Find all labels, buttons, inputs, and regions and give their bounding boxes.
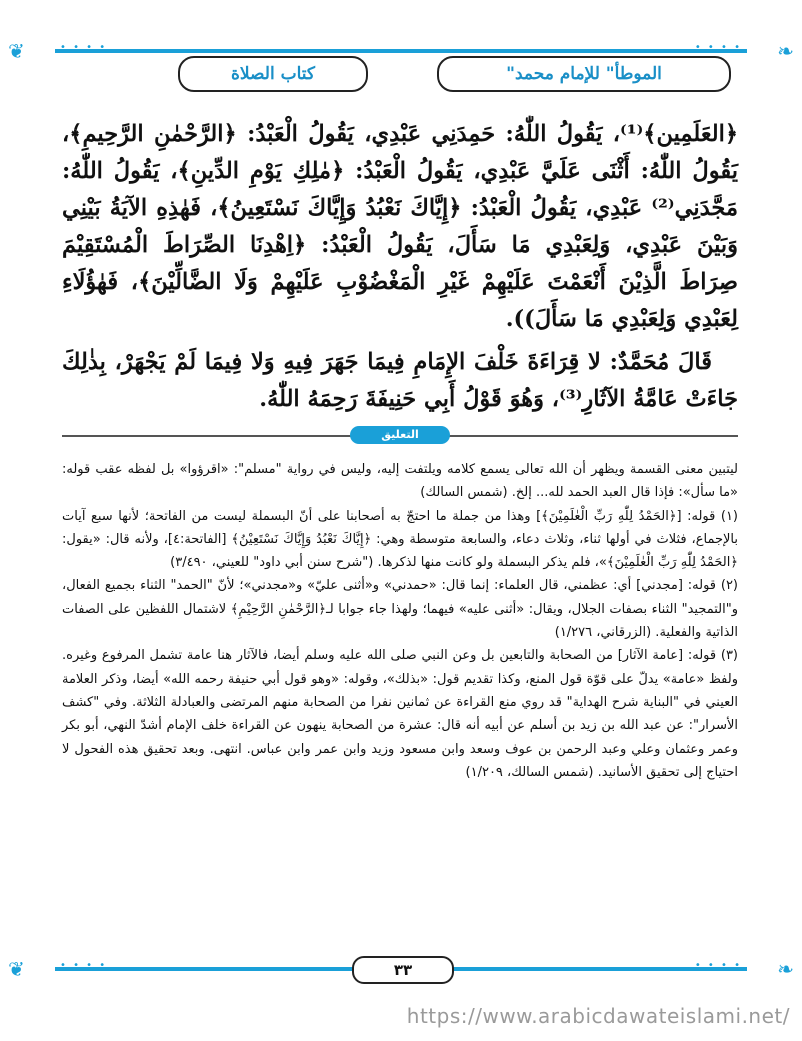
footnote-2: (٢) قوله: [مجدني] أي: عظمني، قال العلماء: إنما قال: «حمدني» و«أثنى عليّ» و«مجدني»؛ لأنّ "الحمد" الثناء بجميع الفعال، و"التمجيد" الثناء بصفات الجلال، ويقال: «أثنى عليه» فيهما؛ ولهذا جاء جوابا لـ﴿الرَّحْمٰنِ الرَّحِيْمِ﴾ لاشتمال اللفظين على الصفات الذاتية والفعلية. (الزرقاني، ١/٢٧٦) <box>62 578 738 641</box>
main-paragraph-1: ﴿العَلَمِين﴾⁽¹⁾، يَقُولُ اللّٰهُ: حَمِدَنِي عَبْدِي، يَقُولُ الْعَبْدُ: ﴿الرَّحْمٰنِ الرَّحِيمِ﴾، يَقُولُ اللّٰهُ: أَثْنَى عَلَيَّ عَبْدِي، يَقُولُ الْعَبْدُ: ﴿مٰلِكِ يَوْمِ الدِّينِ﴾، يَقُولُ اللّٰهُ: مَجَّدَنِي⁽²⁾ عَبْدِي، يَقُولُ الْعَبْدُ: ﴿إِيَّاكَ نَعْبُدُ وَإِيَّاكَ نَسْتَعِينُ﴾، فَهٰذِهِ الآيَةُ بَيْنِي وَبَيْنَ عَبْدِي، وَلِعَبْدِي مَا سَأَلَ، يَقُولُ الْعَبْدُ: ﴿اِهْدِنَا الصِّرَاطَ الْمُسْتَقِيْمَ صِرَاطَ الَّذِيْنَ أَنْعَمْتَ عَلَيْهِمْ غَيْرِ الْمَغْضُوْبِ عَلَيْهِمْ وَلَا الضَّالِّيْنَ﴾، فَهٰؤُلَاءِ لِعَبْدِي وَلِعَبْدِي مَا سَأَلَ)). <box>62 121 738 332</box>
ornament-dots-icon: • • • • <box>694 960 742 971</box>
ornament-swirl-icon: ❦ <box>8 39 25 63</box>
chapter-title: كتاب الصلاة <box>178 56 368 92</box>
footnote-3: (٣) قوله: [عامة الآثار] من الصحابة والتابعين بل وعن النبي صلى الله عليه وسلم أيضا، فالآثار هنا عامة تشمل المرفوع وغيره. ولفظ «عامة» يدلّ على قوّة قول المنع، وكذا تقديم قول: «بذلك»، وقوله: «وهو قول أبي حنيفة رحمه الله» أيضا، وذكر العلامة العيني في "البناية شرح الهداية" قد روي منع القراءة عن ثمانين نفرا من الصحابة منهم المرتضى والعبادلة الثلاثة. وفي "كشف الأسرار": عن عبد الله بن زيد بن أسلم عن أبيه أنه قال: عشرة من الصحابة ينهون عن القراءة خلف الإمام أشدّ النهي، أبو بكر وعمر وعثمان وعلي وعبد الرحمن بن عوف وسعد وابن مسعود وزيد وابن عمر وابن عباس. انتهى. وبعد تحقيق هذه الفحول لا احتياج إلى تحقيق الأسانيد. (شمس السالك، ١/٢٠٩) <box>62 648 738 780</box>
ornament-swirl-icon: ❧ <box>777 39 794 63</box>
footnote-separator-title: التعليق <box>350 426 450 444</box>
main-paragraph-2: قَالَ مُحَمَّدٌ: لا قِرَاءَةَ خَلْفَ الإِمَامِ فِيمَا جَهَرَ فِيهِ وَلا فِيمَا لَمْ يَجْهَرْ، بِذٰلِكَ جَاءَتْ عَامَّةُ الآثَارِ⁽³⁾، وَهُوَ قَوْلُ أَبِي حَنِيفَةَ رَحِمَهُ اللّٰهُ. <box>62 349 738 412</box>
ornament-swirl-icon: ❦ <box>8 957 25 981</box>
top-ornament-line <box>55 49 747 53</box>
footnote-1: (١) قوله: [﴿الحَمْدُ لِلّٰهِ رَبِّ الْعٰلَمِيْنَ﴾] وهذا من جملة ما احتجّ به أصحابنا على أنّ البسملة ليست من الفاتحة؛ لأنها سبع آيات بالإجماع، فثلاث في أولها ثناء، وثلاث دعاء، والسابعة متوسطة وهي: ﴿إِيَّاكَ نَعْبُدُ وَإِيَّاكَ نَسْتَعِيْنُ﴾ [الفاتحة:٤]، ولأنه قال: «يقول: ﴿الحَمْدُ لِلّٰهِ رَبِّ الْعٰلَمِيْنَ﴾»، فلم يذكر البسملة ولو كانت منها لذكرها. ("شرح سنن أبي داود" للعيني، ٣/٤٩٠) <box>62 508 738 571</box>
main-text <box>62 116 738 418</box>
watermark-url: https://www.arabicdawateislami.net/ <box>406 1004 790 1028</box>
ornament-dots-icon: • • • • <box>60 42 108 53</box>
page-number: ٣٣ <box>352 956 454 984</box>
ornament-dots-icon: • • • • <box>60 960 108 971</box>
footnotes <box>62 458 738 784</box>
footnote-continuation: ليتبين معنى القسمة ويظهر أن الله تعالى يسمع كلامه ويلتفت إليه، وليس في رواية "مسلم": «اقرؤوا» بل لفظه عقب قوله: «ما سأل»: فإذا قال العبد الحمد لله... إلخ. (شمس السالك) <box>62 462 738 501</box>
ornament-dots-icon: • • • • <box>694 42 742 53</box>
ornament-swirl-icon: ❧ <box>777 957 794 981</box>
book-title: "الموطأ" للإمام محمد <box>437 56 731 92</box>
